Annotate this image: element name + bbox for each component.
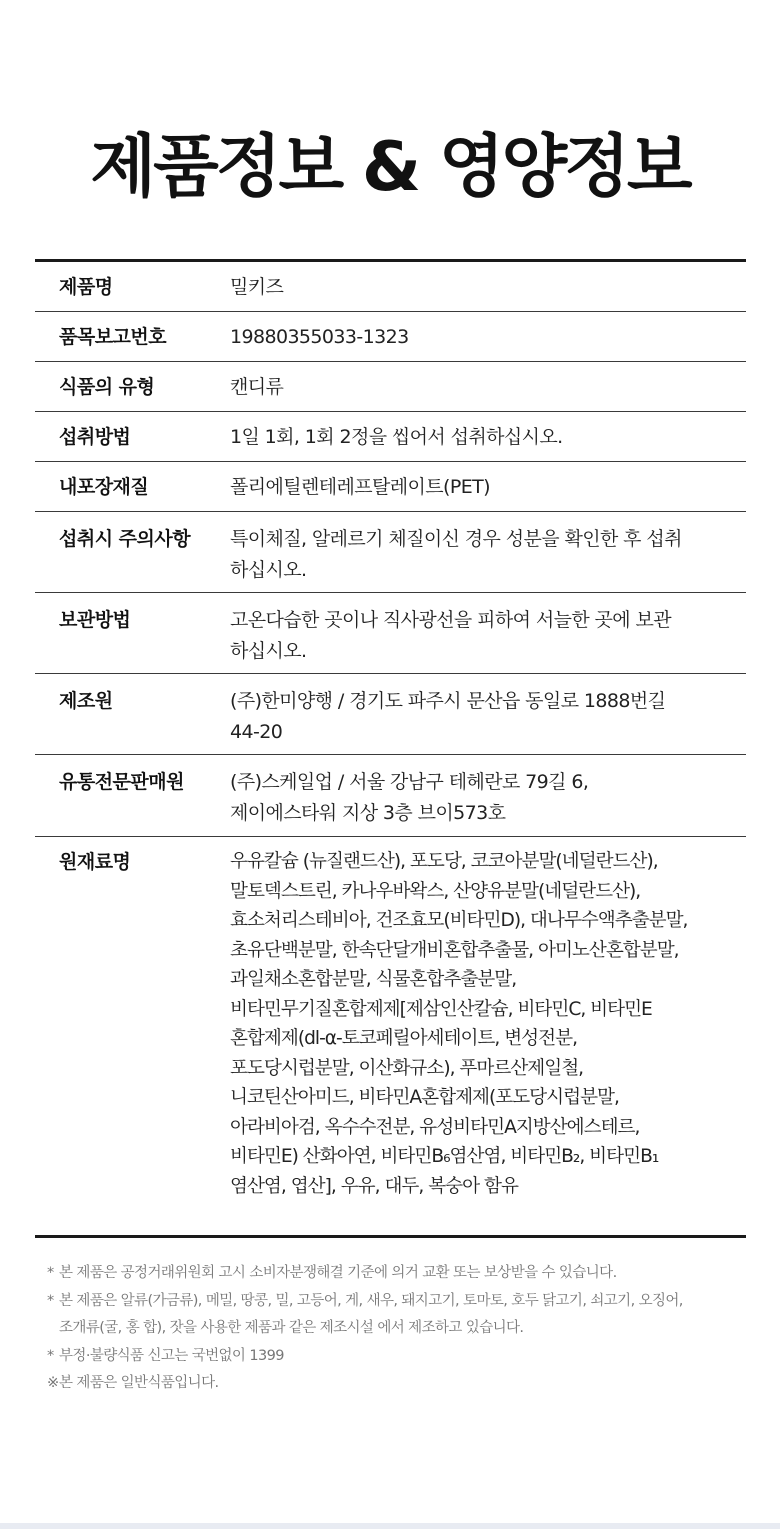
value-line: (주)스케일업 / 서울 강남구 테헤란로 79길 6, <box>230 771 589 793</box>
table-row <box>35 362 746 412</box>
note-line: 부정·불량식품 신고는 국번없이 1399 <box>59 1347 284 1364</box>
note-line: 조개류(굴, 홍 합), 잣을 사용한 제품과 같은 제조시설 에서 제조하고 있습니다. <box>59 1320 524 1336</box>
note-line: 본 제품은 알류(가금류), 메밀, 땅콩, 밀, 고등어, 게, 새우, 돼지고기, 토마토, 호두 닭고기, 쇠고기, 오징어, <box>59 1292 683 1309</box>
footer-strip <box>0 1523 780 1529</box>
product-info-table <box>35 259 746 1238</box>
note-text <box>59 1260 617 1288</box>
row-value <box>230 462 746 511</box>
table-row <box>35 674 746 755</box>
note-line: 본 제품은 공정거래위원회 고시 소비자분쟁해결 기준에 의거 교환 또는 보상받을 수 있습니다. <box>59 1265 617 1281</box>
value-line: 폴리에틸렌테레프탈레이트(PET) <box>230 476 490 498</box>
value-line: 포도당시럽분말, 이산화규소), 푸마르산제일철, <box>230 1057 584 1079</box>
row-label: 품목보고번호 <box>59 326 167 348</box>
value-line: 니코틴산아미드, 비타민A혼합제제(포도당시럽분말, <box>230 1087 619 1108</box>
row-value <box>230 262 746 311</box>
value-line: 44-20 <box>230 721 283 743</box>
row-label: 섭취방법 <box>59 426 131 448</box>
value-line: 비타민무기질혼합제제[제삼인산칼슘, 비타민C, 비타민E <box>230 998 652 1020</box>
notice-item <box>47 1288 767 1343</box>
row-value <box>230 362 746 411</box>
value-line: 캔디류 <box>230 376 284 398</box>
note-text <box>59 1288 683 1343</box>
value-line: 말토덱스트린, 카나우바왁스, 산양유분말(네덜란드산), <box>230 880 641 902</box>
row-label: 제조원 <box>59 690 113 712</box>
value-line: 하십시오. <box>230 640 307 662</box>
notice-list <box>47 1260 767 1398</box>
value-line: 밀키즈 <box>230 276 284 298</box>
table-row <box>35 755 746 837</box>
note-text <box>59 1343 284 1371</box>
row-value <box>230 674 746 754</box>
value-line: 제이에스타워 지상 3층 브이573호 <box>230 802 506 824</box>
table-row <box>35 512 746 593</box>
row-label: 원재료명 <box>59 851 131 873</box>
table-row <box>35 312 746 362</box>
row-label: 식품의 유형 <box>59 376 155 398</box>
row-label: 내포장재질 <box>59 476 149 498</box>
note-mark: * <box>47 1347 54 1364</box>
note-mark: * <box>47 1265 54 1281</box>
row-label: 섭취시 주의사항 <box>59 528 191 550</box>
value-line: 특이체질, 알레르기 체질이신 경우 성분을 확인한 후 섭취 <box>230 528 682 550</box>
value-line: 효소처리스테비아, 건조효모(비타민D), 대나무수액추출분말, <box>230 910 688 931</box>
note-line: 본 제품은 일반식품입니다. <box>59 1375 219 1391</box>
value-line: 1일 1회, 1회 2정을 씹어서 섭취하십시오. <box>230 426 563 448</box>
notice-item <box>47 1260 767 1288</box>
table-row <box>35 262 746 312</box>
row-label: 유통전문판매원 <box>59 771 184 793</box>
row-label: 보관방법 <box>59 609 131 631</box>
note-mark: * <box>47 1292 54 1309</box>
row-value <box>230 755 746 836</box>
value-line: 우유칼슘 (뉴질랜드산), 포도당, 코코아분말(네덜란드산), <box>230 851 658 872</box>
row-value <box>230 412 746 461</box>
row-value <box>230 512 746 592</box>
value-line: 혼합제제(dl-α-토코페릴아세테이트, 변성전분, <box>230 1028 577 1049</box>
table-row <box>35 837 746 1235</box>
value-line: (주)한미양행 / 경기도 파주시 문산읍 동일로 1888번길 <box>230 690 666 712</box>
ingredients-list <box>230 837 746 1235</box>
row-value <box>230 312 746 361</box>
page-title: 제품정보 & 영양정보 <box>90 128 690 207</box>
table-row <box>35 462 746 512</box>
value-line: 하십시오. <box>230 559 307 581</box>
value-line: 염산염, 엽산], 우유, 대두, 복숭아 함유 <box>230 1175 518 1197</box>
notice-item <box>47 1370 767 1398</box>
value-line: 과일채소혼합분말, 식물혼합추출분말, <box>230 969 517 990</box>
row-value <box>230 593 746 673</box>
table-row <box>35 593 746 674</box>
value-line: 비타민E) 산화아연, 비타민B₆염산염, 비타민B₂, 비타민B₁ <box>230 1146 659 1167</box>
value-line: 초유단백분말, 한속단달개비혼합추출물, 아미노산혼합분말, <box>230 939 679 961</box>
note-mark: ※ <box>47 1375 59 1391</box>
row-label: 제품명 <box>59 276 113 298</box>
value-line: 19880355033-1323 <box>230 326 409 348</box>
value-line: 아라비아검, 옥수수전분, 유성비타민A지방산에스테르, <box>230 1116 640 1138</box>
note-text <box>59 1370 219 1398</box>
value-line: 고온다습한 곳이나 직사광선을 피하여 서늘한 곳에 보관 <box>230 609 671 631</box>
notice-item <box>47 1343 767 1371</box>
table-row <box>35 412 746 462</box>
